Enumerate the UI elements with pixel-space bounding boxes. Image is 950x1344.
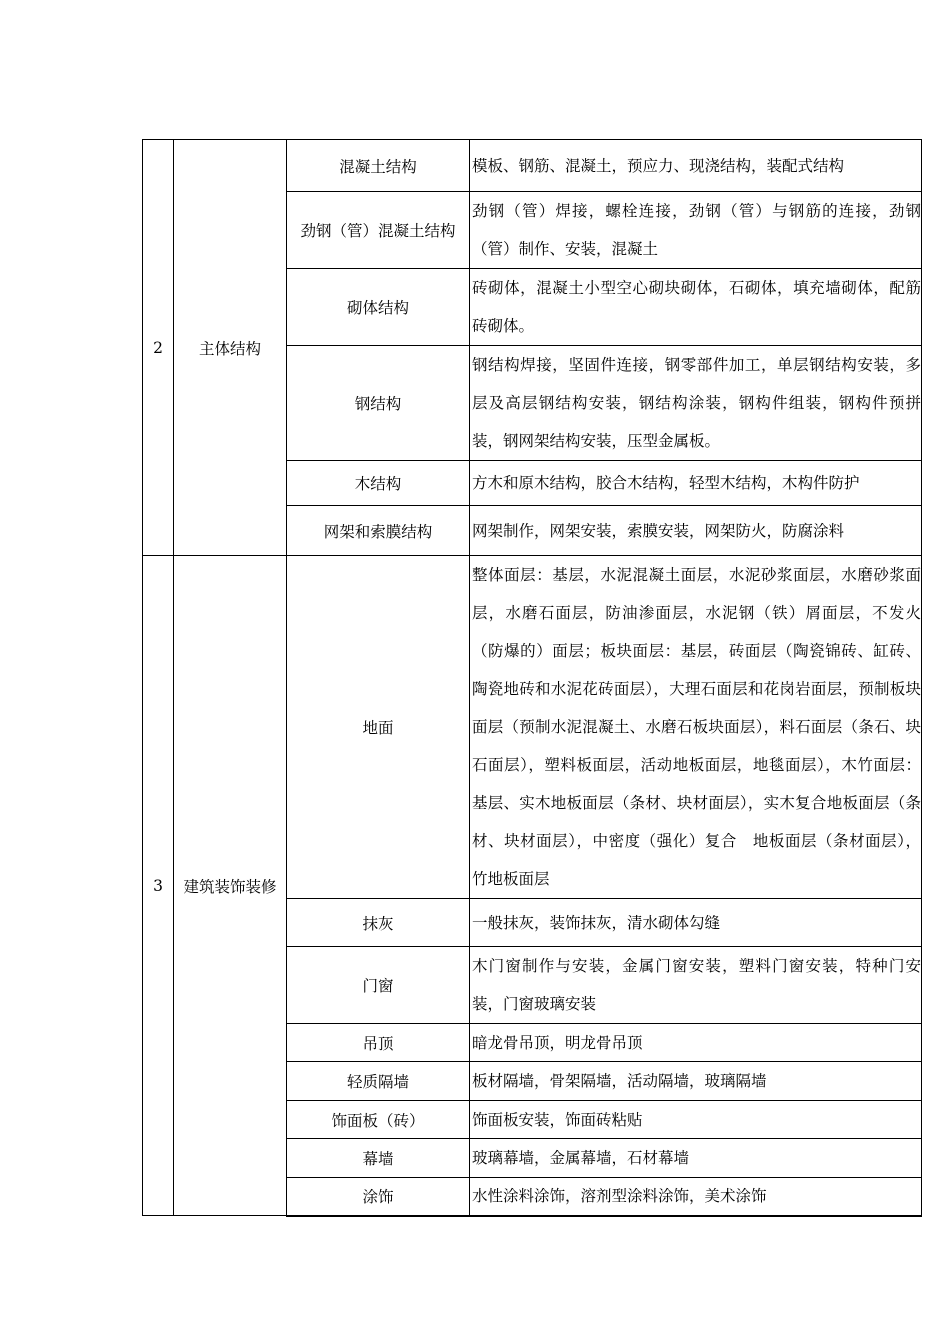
subdivision-name: 钢结构	[287, 346, 470, 461]
subdivision-items: 劲钢（管）焊接，螺栓连接，劲钢（管）与钢筋的连接，劲钢（管）制作、安装，混凝土	[470, 192, 922, 269]
subdivision-name: 饰面板（砖）	[287, 1101, 470, 1139]
subdivision-items: 砖砌体，混凝土小型空心砌块砌体，石砌体，填充墙砌体，配筋砖砌体。	[470, 269, 922, 346]
subdivision-items: 钢结构焊接，坚固件连接，钢零部件加工，单层钢结构安装，多层及高层钢结构安装，钢结构涂装，钢构件组装，钢构件预拼装，钢网架结构安装，压型金属板。	[470, 346, 922, 461]
table-row	[143, 556, 922, 899]
division-name: 主体结构	[174, 140, 287, 556]
subdivision-items: 网架制作，网架安装，索膜安装，网架防火，防腐涂料	[470, 506, 922, 556]
section-number: 3	[143, 556, 174, 1216]
subdivision-name: 涂饰	[287, 1178, 470, 1216]
subdivision-items: 模板、钢筋、混凝土，预应力、现浇结构，装配式结构	[470, 140, 922, 192]
subdivision-name: 轻质隔墙	[287, 1062, 470, 1101]
subdivision-items: 暗龙骨吊顶，明龙骨吊顶	[470, 1024, 922, 1062]
subdivision-items: 一般抹灰，装饰抹灰，清水砌体勾缝	[470, 899, 922, 947]
subdivision-name: 混凝土结构	[287, 140, 470, 192]
subdivision-items: 板材隔墙，骨架隔墙，活动隔墙，玻璃隔墙	[470, 1062, 922, 1101]
subdivision-name: 木结构	[287, 461, 470, 506]
subdivision-items: 玻璃幕墙，金属幕墙，石材幕墙	[470, 1139, 922, 1178]
section-number: 2	[143, 140, 174, 556]
subdivision-name: 吊顶	[287, 1024, 470, 1062]
subdivision-items: 饰面板安装，饰面砖粘贴	[470, 1101, 922, 1139]
subdivision-name: 抹灰	[287, 899, 470, 947]
subdivision-name: 幕墙	[287, 1139, 470, 1178]
division-name: 建筑装饰装修	[174, 556, 287, 1216]
subdivision-name: 劲钢（管）混凝土结构	[287, 192, 470, 269]
subdivision-name: 地面	[287, 556, 470, 899]
subdivision-name: 砌体结构	[287, 269, 470, 346]
subdivision-items: 木门窗制作与安装，金属门窗安装，塑料门窗安装，特种门安装，门窗玻璃安装	[470, 947, 922, 1024]
subdivision-name: 门窗	[287, 947, 470, 1024]
construction-spec-table	[142, 139, 922, 1217]
table-row	[143, 140, 922, 192]
subdivision-name: 网架和索膜结构	[287, 506, 470, 556]
subdivision-items: 整体面层：基层，水泥混凝土面层，水泥砂浆面层，水磨砂浆面层，水磨石面层，防油渗面层，水泥钢（铁）屑面层，不发火（防爆的）面层；板块面层：基层，砖面层（陶瓷锦砖、缸砖、陶瓷地砖和水泥花砖面层），大理石面层和花岗岩面层，预制板块面层（预制水泥混凝土、水磨石板块面层），料石面层（条石、块石面层），塑料板面层，活动地板面层，地毯面层），木竹面层：基层、实木地板面层（条材、块材面层），实木复合地板面层（条材、块材面层），中密度（强化）复合 地板面层（条材面层），竹地板面层	[470, 556, 922, 899]
subdivision-items: 方木和原木结构，胶合木结构，轻型木结构，木构件防护	[470, 461, 922, 506]
subdivision-items: 水性涂料涂饰，溶剂型涂料涂饰，美术涂饰	[470, 1178, 922, 1216]
